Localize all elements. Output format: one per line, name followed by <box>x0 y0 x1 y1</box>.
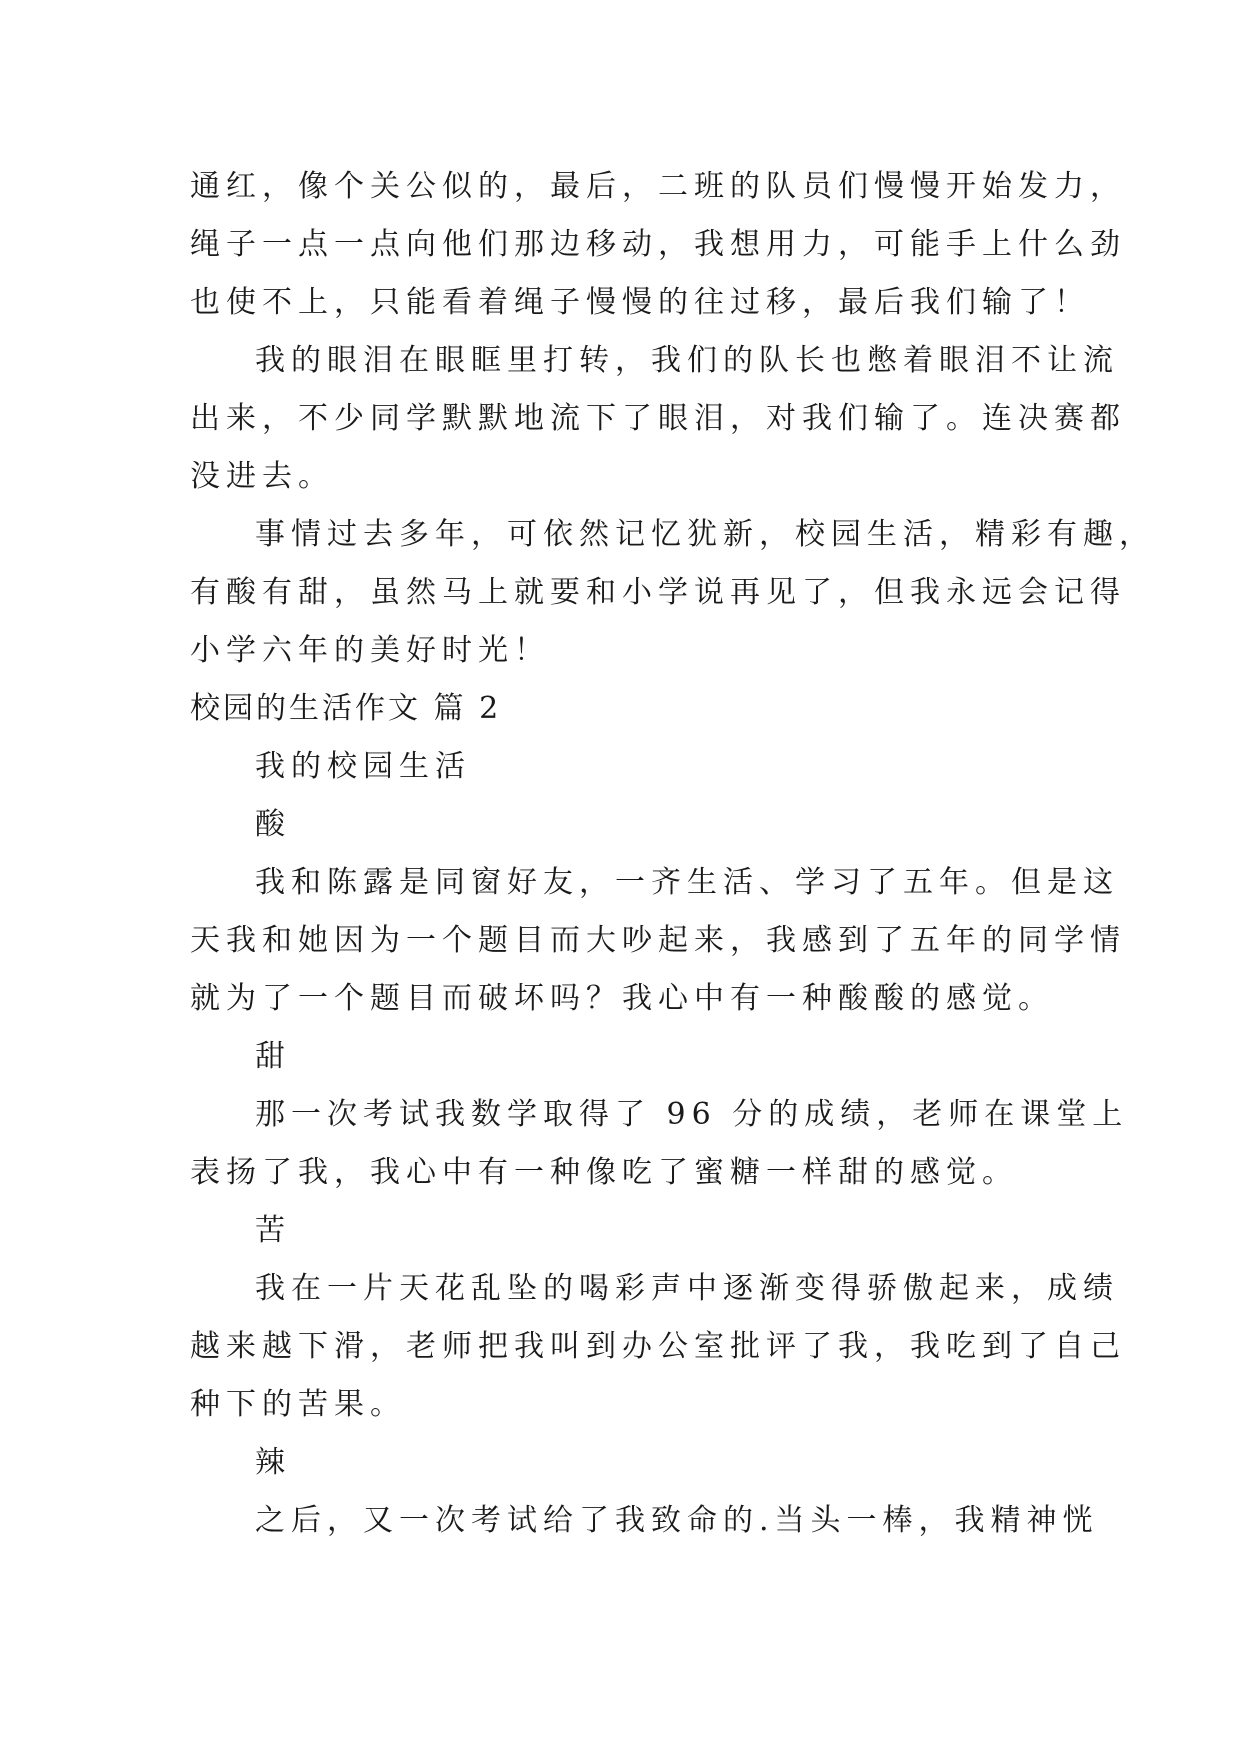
essay-title: 我的校园生活 <box>255 749 471 784</box>
text-line: 天我和她因为一个题目而大吵起来，我感到了五年的同学情 <box>190 923 1126 958</box>
text-line: 有酸有甜，虽然马上就要和小学说再见了，但我永远会记得 <box>190 575 1126 610</box>
subheading-sour: 酸 <box>255 807 291 842</box>
subheading-spicy: 辣 <box>255 1445 291 1480</box>
text-line: 通红，像个关公似的，最后，二班的队员们慢慢开始发力， <box>190 169 1126 204</box>
text-line: 也使不上，只能看着绳子慢慢的往过移，最后我们输了！ <box>190 285 1090 320</box>
paragraph-first-line: 那一次考试我数学取得了 96 分的成绩，老师在课堂上 <box>255 1097 1129 1132</box>
paragraph-first-line: 之后，又一次考试给了我致命的.当头一棒，我精神恍 <box>255 1503 1099 1538</box>
paragraph-first-line: 我在一片天花乱坠的喝彩声中逐渐变得骄傲起来，成绩 <box>255 1271 1119 1306</box>
text-line: 没进去。 <box>190 459 334 494</box>
text-line: 越来越下滑，老师把我叫到办公室批评了我，我吃到了自己 <box>190 1329 1126 1364</box>
text-line: 绳子一点一点向他们那边移动，我想用力，可能手上什么劲 <box>190 227 1126 262</box>
text-line: 小学六年的美好时光！ <box>190 633 550 668</box>
paragraph-first-line: 我和陈露是同窗好友，一齐生活、学习了五年。但是这 <box>255 865 1119 900</box>
text-line: 表扬了我，我心中有一种像吃了蜜糖一样甜的感觉。 <box>190 1155 1018 1190</box>
subheading-bitter: 苦 <box>255 1213 291 1248</box>
paragraph-first-line: 我的眼泪在眼眶里打转，我们的队长也憋着眼泪不让流 <box>255 343 1119 378</box>
paragraph-first-line: 事情过去多年，可依然记忆犹新，校园生活，精彩有趣， <box>255 517 1155 552</box>
section-heading: 校园的生活作文 篇 2 <box>190 691 502 726</box>
text-line: 就为了一个题目而破坏吗？我心中有一种酸酸的感觉。 <box>190 981 1054 1016</box>
text-line: 种下的苦果。 <box>190 1387 406 1422</box>
subheading-sweet: 甜 <box>255 1039 291 1074</box>
text-line: 出来，不少同学默默地流下了眼泪，对我们输了。连决赛都 <box>190 401 1126 436</box>
